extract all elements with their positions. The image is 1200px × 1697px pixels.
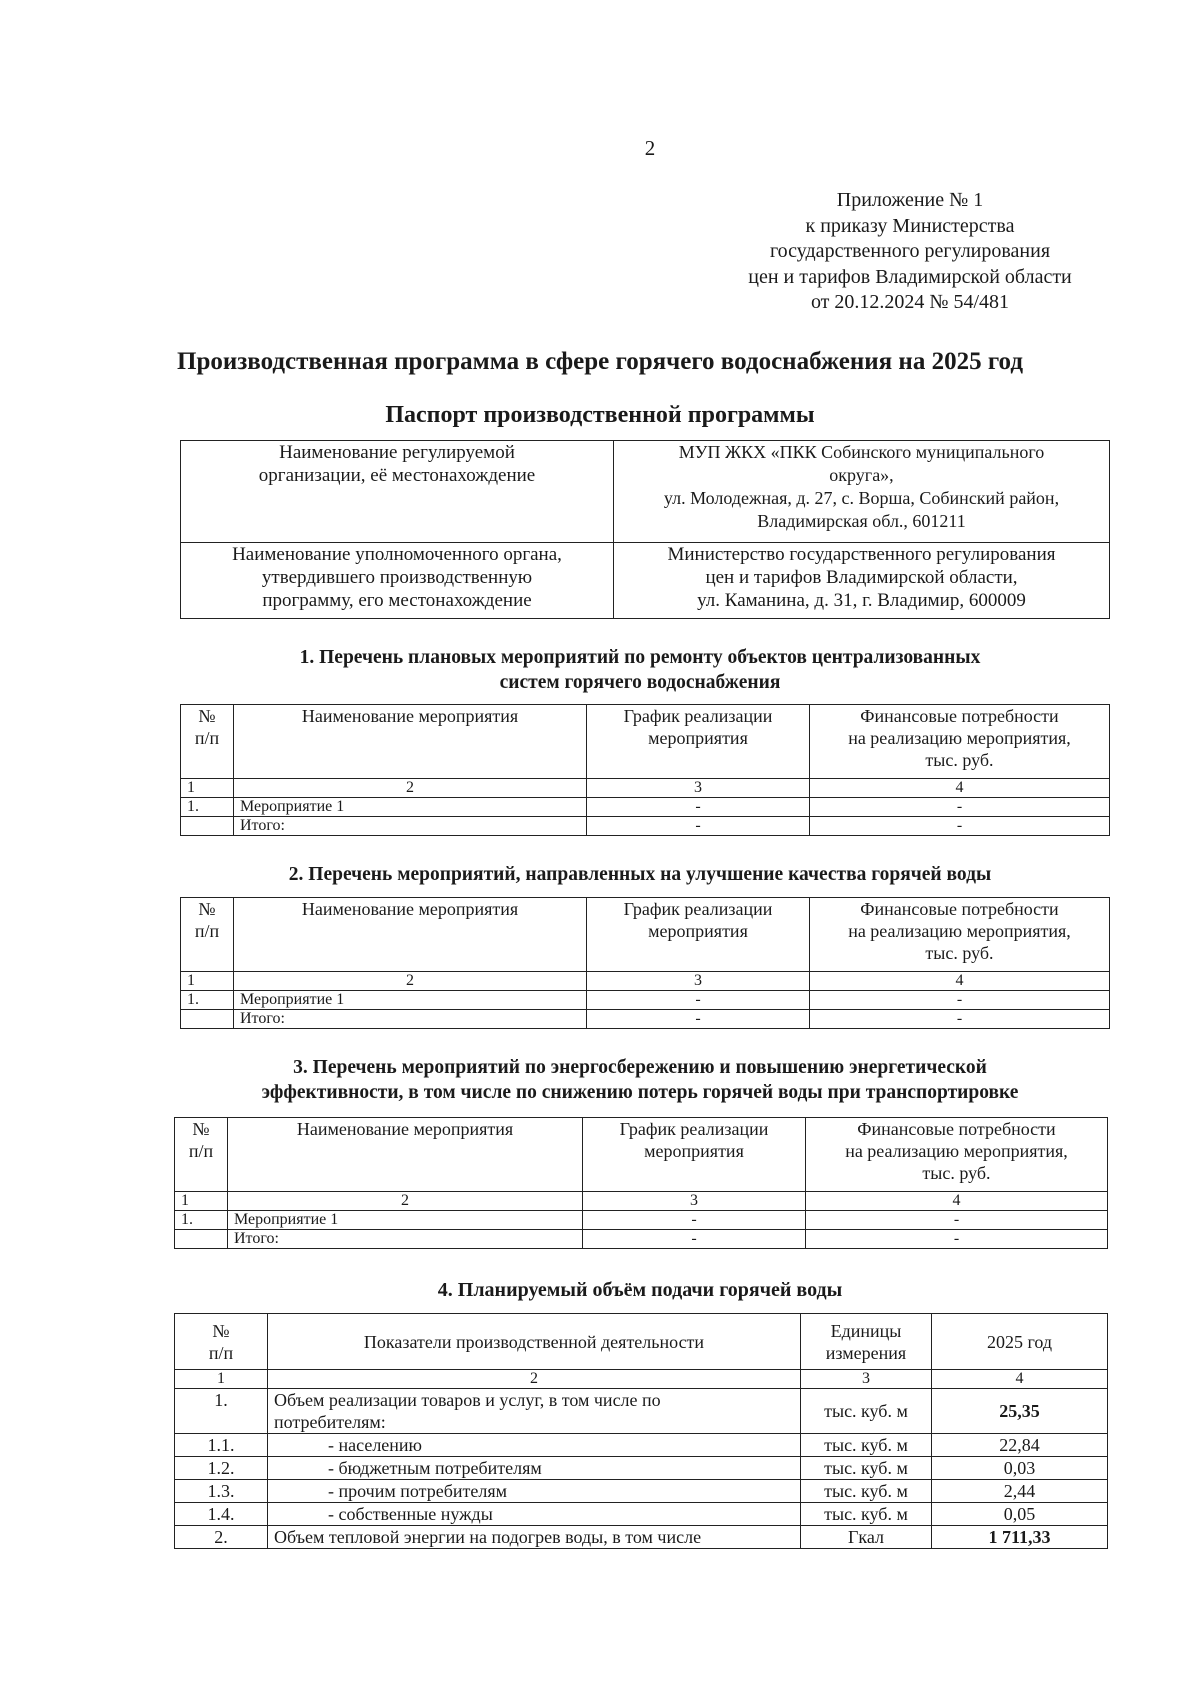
row-name: Итого:: [228, 1230, 583, 1249]
header-finance-line: Финансовые потребности: [860, 706, 1059, 726]
column-number: 3: [583, 1192, 806, 1211]
column-number-row: [175, 1192, 1108, 1211]
table-row: [175, 1457, 1108, 1480]
column-number: 1: [175, 1370, 268, 1389]
header-year: 2025 год: [932, 1314, 1108, 1370]
row-num: 2.: [175, 1526, 268, 1549]
table-row: [181, 798, 1110, 817]
row-value: 1 711,33: [932, 1526, 1108, 1549]
row-value: 25,35: [932, 1389, 1108, 1434]
passport-label-line: организации, её местонахождение: [258, 465, 536, 486]
volume-table: [174, 1313, 1108, 1549]
table-row: [175, 1389, 1108, 1434]
section-2-table: [180, 897, 1110, 1029]
passport-row: [181, 543, 1110, 619]
row-schedule: -: [587, 991, 810, 1010]
row-name: Объем тепловой энергии на подогрев воды, в том числе: [268, 1526, 801, 1549]
column-number: 1: [175, 1192, 228, 1211]
passport-label: [181, 543, 614, 619]
header-finance-line: на реализацию мероприятия,: [848, 921, 1071, 941]
column-number: 4: [806, 1192, 1108, 1211]
header-schedule-line: График реализации: [623, 706, 773, 726]
row-name: [268, 1389, 801, 1434]
header-num: [181, 705, 234, 779]
row-num: 1.1.: [175, 1434, 268, 1457]
header-name: Наименование мероприятия: [228, 1118, 583, 1192]
header-unit-line: Единицы: [830, 1320, 902, 1341]
row-num: 1.2.: [175, 1457, 268, 1480]
row-name-line: Объем реализации товаров и услуг, в том числе по: [274, 1390, 661, 1410]
appendix-line: Приложение № 1: [836, 189, 984, 211]
header-finance-line: на реализацию мероприятия,: [845, 1141, 1068, 1161]
header-finance-line: тыс. руб.: [925, 750, 994, 770]
row-num: [181, 1010, 234, 1029]
row-finance: -: [806, 1230, 1108, 1249]
table-header-row: [175, 1118, 1108, 1192]
volume-title: 4. Планируемый объём подачи горячей воды: [437, 1279, 843, 1301]
row-unit: тыс. куб. м: [801, 1457, 932, 1480]
header-finance: [810, 705, 1110, 779]
table-row-total: [181, 817, 1110, 836]
column-number: 2: [268, 1370, 801, 1389]
passport-value-line: цен и тарифов Владимирской области,: [705, 567, 1018, 588]
passport-row: [181, 441, 1110, 543]
row-value: 2,44: [932, 1480, 1108, 1503]
header-num-line: п/п: [194, 728, 220, 748]
row-num: 1.4.: [175, 1503, 268, 1526]
header-finance-line: тыс. руб.: [922, 1163, 991, 1183]
row-value: 0,05: [932, 1503, 1108, 1526]
header-num: [175, 1118, 228, 1192]
header-num-line: №: [198, 899, 216, 919]
row-num: 1.: [175, 1389, 268, 1434]
header-schedule-line: График реализации: [623, 899, 773, 919]
header-schedule: [587, 898, 810, 972]
passport-value: [614, 441, 1110, 543]
row-num: 1.: [181, 991, 234, 1010]
appendix-line: от 20.12.2024 № 54/481: [810, 291, 1010, 313]
header-schedule-line: мероприятия: [648, 728, 748, 748]
passport-title: Паспорт производственной программы: [385, 402, 815, 428]
header-finance-line: Финансовые потребности: [857, 1119, 1056, 1139]
column-number-row: [175, 1370, 1108, 1389]
row-num: [181, 817, 234, 836]
header-num-line: №: [198, 706, 216, 726]
column-number: 2: [228, 1192, 583, 1211]
row-value: 22,84: [932, 1434, 1108, 1457]
table-row: [175, 1526, 1108, 1549]
document-title: Производственная программа в сфере горячего водоснабжения на 2025 год: [177, 348, 1023, 375]
column-number-row: [181, 779, 1110, 798]
header-finance: [810, 898, 1110, 972]
passport-value-line: ул. Каманина, д. 31, г. Владимир, 600009: [697, 590, 1026, 611]
header-schedule-line: мероприятия: [644, 1141, 744, 1161]
row-name: Мероприятие 1: [234, 798, 587, 817]
page-number: 2: [644, 136, 656, 160]
row-name: - собственные нужды: [268, 1503, 801, 1526]
table-row: [175, 1434, 1108, 1457]
row-num: 1.3.: [175, 1480, 268, 1503]
passport-value-line: ул. Молодежная, д. 27, с. Ворша, Собинский район,: [663, 488, 1060, 508]
row-finance: -: [806, 1211, 1108, 1230]
column-number: 1: [181, 972, 234, 991]
header-finance: [806, 1118, 1108, 1192]
passport-label-line: Наименование регулируемой: [279, 442, 515, 463]
section-1-title: [180, 645, 1100, 695]
column-number: 2: [234, 779, 587, 798]
header-num-line: №: [192, 1119, 210, 1139]
header-schedule: [587, 705, 810, 779]
row-value: 0,03: [932, 1457, 1108, 1480]
column-number: 1: [181, 779, 234, 798]
table-row: [175, 1211, 1108, 1230]
column-number: 3: [587, 972, 810, 991]
row-schedule: -: [587, 817, 810, 836]
row-name: Итого:: [234, 1010, 587, 1029]
row-finance: -: [810, 991, 1110, 1010]
row-finance: -: [810, 1010, 1110, 1029]
section-title-line: эффективности, в том числе по снижению потерь горячей воды при транспортировке: [261, 1082, 1019, 1103]
header-num: [175, 1314, 268, 1370]
header-name: Наименование мероприятия: [234, 705, 587, 779]
header-indicator: Показатели производственной деятельности: [268, 1314, 801, 1370]
passport-value: [614, 543, 1110, 619]
section-title-line: 2. Перечень мероприятий, направленных на улучшение качества горячей воды: [288, 864, 992, 885]
column-number: 3: [801, 1370, 932, 1389]
column-number: 4: [810, 779, 1110, 798]
section-title-line: 1. Перечень плановых мероприятий по ремонту объектов централизованных: [299, 647, 981, 668]
row-name-line: потребителям:: [274, 1412, 386, 1432]
row-finance: -: [810, 798, 1110, 817]
row-num: 1.: [181, 798, 234, 817]
section-2-title: [180, 862, 1100, 887]
header-num-line: №: [212, 1320, 230, 1341]
appendix-block: [700, 188, 1120, 316]
column-number: 4: [932, 1370, 1108, 1389]
row-schedule: -: [587, 1010, 810, 1029]
row-num: [175, 1230, 228, 1249]
row-unit: тыс. куб. м: [801, 1480, 932, 1503]
header-schedule: [583, 1118, 806, 1192]
header-unit: [801, 1314, 932, 1370]
table-header-row: [181, 705, 1110, 779]
table-row: [181, 991, 1110, 1010]
appendix-line: государственного регулирования: [769, 240, 1051, 262]
row-name: - населению: [268, 1434, 801, 1457]
column-number-row: [181, 972, 1110, 991]
row-schedule: -: [587, 798, 810, 817]
passport-label: [181, 441, 614, 543]
header-num: [181, 898, 234, 972]
header-finance-line: тыс. руб.: [925, 943, 994, 963]
passport-label-line: программу, его местонахождение: [262, 590, 532, 611]
header-num-line: п/п: [194, 921, 220, 941]
passport-value-line: Министерство государственного регулирования: [667, 544, 1056, 565]
row-name: Итого:: [234, 817, 587, 836]
section-3-table: [174, 1117, 1108, 1249]
row-schedule: -: [583, 1230, 806, 1249]
table-header-row: [181, 898, 1110, 972]
appendix-line: к приказу Министерства: [805, 214, 1015, 237]
row-schedule: -: [583, 1211, 806, 1230]
table-row-total: [181, 1010, 1110, 1029]
passport-value-line: Владимирская обл., 601211: [757, 511, 966, 531]
header-finance-line: Финансовые потребности: [860, 899, 1059, 919]
header-schedule-line: График реализации: [619, 1119, 769, 1139]
header-unit-line: измерения: [825, 1342, 907, 1363]
header-finance-line: на реализацию мероприятия,: [848, 728, 1071, 748]
passport-label-line: утвердившего производственную: [261, 567, 533, 588]
column-number: 4: [810, 972, 1110, 991]
passport-label-line: Наименование уполномоченного органа,: [232, 544, 562, 565]
header-num-line: п/п: [188, 1141, 214, 1161]
row-unit: Гкал: [801, 1526, 932, 1549]
row-unit: тыс. куб. м: [801, 1389, 932, 1434]
table-row-total: [175, 1230, 1108, 1249]
table-row: [175, 1503, 1108, 1526]
row-name: Мероприятие 1: [228, 1211, 583, 1230]
header-num-line: п/п: [208, 1342, 234, 1363]
column-number: 2: [234, 972, 587, 991]
section-title-line: 3. Перечень мероприятий по энергосбережению и повышению энергетической: [293, 1057, 987, 1078]
section-title-line: систем горячего водоснабжения: [499, 672, 781, 693]
table-header-row: [175, 1314, 1108, 1370]
column-number: 3: [587, 779, 810, 798]
row-unit: тыс. куб. м: [801, 1434, 932, 1457]
appendix-line: цен и тарифов Владимирской области: [748, 265, 1072, 288]
row-name: - прочим потребителям: [268, 1480, 801, 1503]
header-schedule-line: мероприятия: [648, 921, 748, 941]
row-unit: тыс. куб. м: [801, 1503, 932, 1526]
row-name: Мероприятие 1: [234, 991, 587, 1010]
row-finance: -: [810, 817, 1110, 836]
section-3-title: [180, 1055, 1100, 1105]
header-name: Наименование мероприятия: [234, 898, 587, 972]
passport-value-line: округа»,: [829, 465, 894, 485]
table-row: [175, 1480, 1108, 1503]
row-num: 1.: [175, 1211, 228, 1230]
row-name: - бюджетным потребителям: [268, 1457, 801, 1480]
section-1-table: [180, 704, 1110, 836]
passport-table: [180, 440, 1110, 619]
passport-value-line: МУП ЖКХ «ПКК Собинского муниципального: [678, 442, 1045, 462]
